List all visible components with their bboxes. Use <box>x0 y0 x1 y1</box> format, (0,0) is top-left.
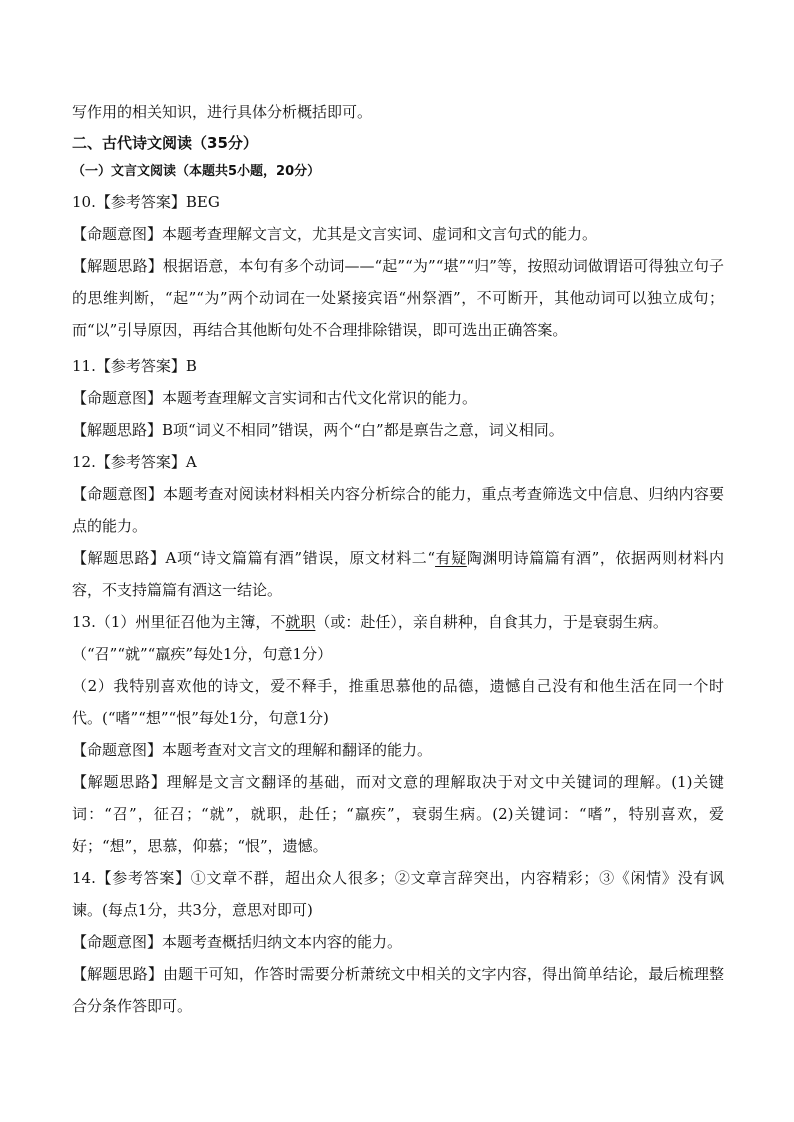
q10-idea: 【解题思路】根据语意，本句有多个动词——“起”“为”“堪”“归”等，按照动词做谓语可得独立句子的思维判断，“起”“为”两个动词在一处紧接宾语“州祭酒”，不可断开，其他动词可以独立成句；而“以”引导原因，再结合其他断句处不合理排除错误，即可选出正确答案。 <box>72 257 724 339</box>
q13-part1 <box>72 606 724 638</box>
intro-line: 写作用的相关知识，进行具体分析概括即可。 <box>72 103 373 121</box>
q11-idea: 【解题思路】B项“词义不相同”错误，两个“白”都是禀告之意，词义相同。 <box>72 421 564 439</box>
q14-answer: 14.【参考答案】①文章不群，超出众人很多；②文章言辞突出，内容精彩；③《闲情》没有讽谏。(每点1分，共3分，意思对即可) <box>72 869 724 919</box>
q13-intent: 【命题意图】本题考查对文言文的理解和翻译的能力。 <box>72 741 433 759</box>
subsection-heading: （一）文言文阅读（本题共5小题，20分） <box>72 164 321 179</box>
q13-idea: 【解题思路】理解是文言文翻译的基础，而对文意的理解取决于对文中关键词的理解。(1)关键词：“召”，征召；“就”，就职，赴任；“羸疾”，衰弱生病。(2)关键词：“嗜”，特别喜欢，爱好；“想”，思慕，仰慕；“恨”，遗憾。 <box>72 773 724 855</box>
section-heading: 二、古代诗文阅读（35分） <box>72 134 258 152</box>
q13-part1-b: （或：赴任），亲自耕种，自食其力，于是衰弱生病。 <box>315 613 668 631</box>
q13-part1-underlined: 就职 <box>285 613 316 631</box>
q12-answer: 12.【参考答案】A <box>72 453 197 471</box>
q11-intent: 【命题意图】本题考查理解文言实词和古代文化常识的能力。 <box>72 389 478 407</box>
q12-idea <box>72 542 724 606</box>
q10-intent: 【命题意图】本题考查理解文言文，尤其是文言实词、虚词和文言句式的能力。 <box>72 225 598 243</box>
q12-intent: 【命题意图】本题考查对阅读材料相关内容分析综合的能力，重点考查筛选文中信息、归纳内容要点的能力。 <box>72 485 724 535</box>
q13-part1-score: （“召”“就”“羸疾”每处1分，句意1分） <box>72 645 333 663</box>
q12-idea-underlined: 有疑 <box>435 549 467 567</box>
q14-idea: 【解题思路】由题干可知，作答时需要分析萧统文中相关的文字内容，得出简单结论，最后梳理整合分条作答即可。 <box>72 965 724 1015</box>
q12-idea-part1: 【解题思路】A项“诗文篇篇有酒”错误，原文材料二“ <box>72 549 436 567</box>
q10-answer: 10.【参考答案】BEG <box>72 193 220 211</box>
q13-part2: （2）我特别喜欢他的诗文，爱不释手，推重思慕他的品德，遗憾自己没有和他生活在同一个时代。(“嗜”“想”“恨”每处1分，句意1分) <box>72 677 724 727</box>
q14-intent: 【命题意图】本题考查概括归纳文本内容的能力。 <box>72 933 403 951</box>
q13-part1-a: 13.（1）州里征召他为主簿，不 <box>72 613 286 631</box>
document-page <box>72 96 724 1022</box>
q11-answer: 11.【参考答案】B <box>72 357 197 375</box>
q12-idea-part2: 陶渊明诗篇篇有酒”，依据两则材料内容，不支持篇篇有酒这一结论。 <box>72 549 724 599</box>
